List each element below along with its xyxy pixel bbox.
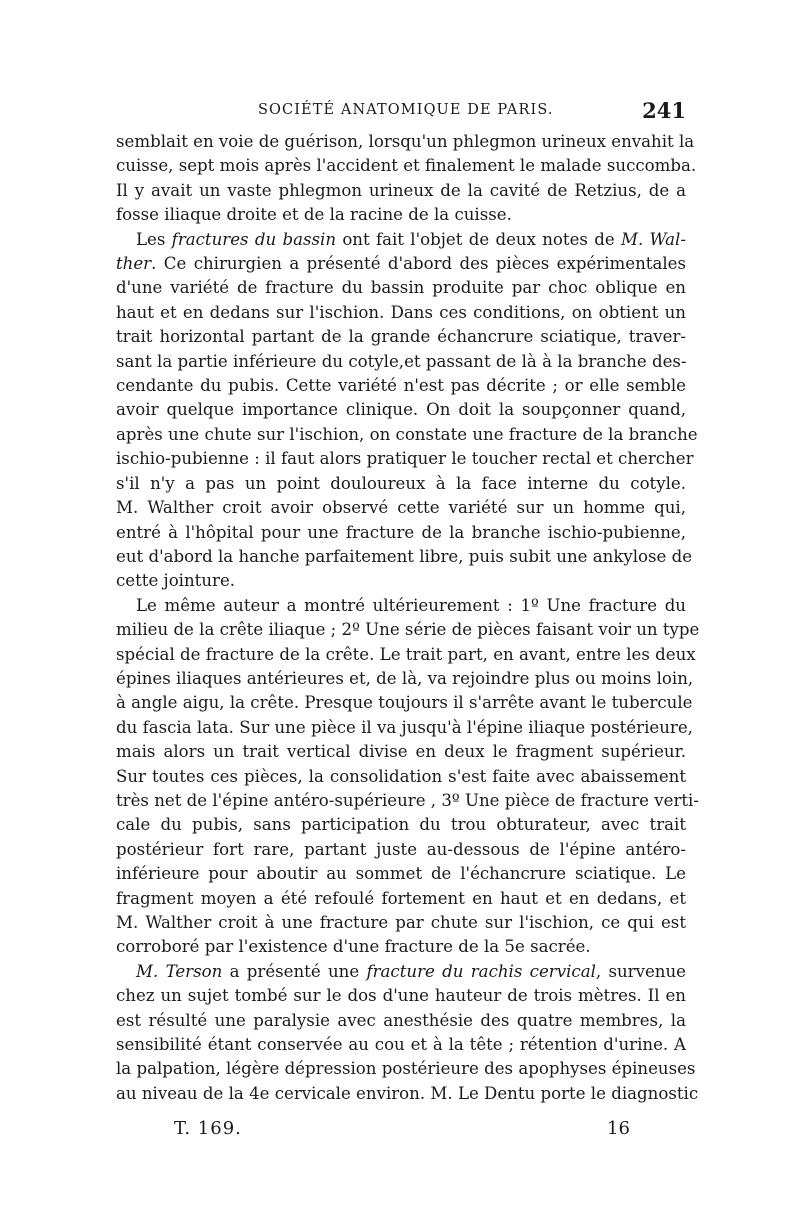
- text-line: Le même auteur a montré ultérieurement : 1º Une fracture du: [136, 595, 686, 615]
- text-line: semblait en voie de guérison, lorsqu'un phlegmon urineux envahit la: [116, 132, 695, 151]
- text-line: spécial de fracture de la crête. Le trait part, en avant, entre les deux: [116, 644, 696, 664]
- page-number: 241: [642, 98, 686, 123]
- italic-span: fractures du bassin: [171, 229, 337, 249]
- text-line: chez un sujet tombé sur le dos d'une hauteur de trois mètres. Il en: [116, 986, 686, 1006]
- text-line: Sur toutes ces pièces, la consolidation s'est faite avec abaissement: [116, 766, 686, 786]
- text-line: eut d'abord la hanche parfaitement libre, puis subit une ankylose de: [116, 546, 693, 566]
- text-line: Les fractures du bassin ont fait l'objet de deux notes de M. Wal-: [136, 229, 686, 249]
- paragraph: [116, 228, 698, 594]
- text-line: fragment moyen a été refoulé fortement en haut et en dedans, et: [116, 888, 686, 908]
- text-line: milieu de la crête iliaque ; 2º Une série de pièces faisant voir un type: [116, 620, 700, 640]
- paragraph: [116, 594, 700, 960]
- text-line: ischio-pubienne : il faut alors pratiquer le toucher rectal et chercher: [116, 449, 694, 469]
- italic-span: M. Terson: [136, 961, 223, 981]
- text-line: entré à l'hôpital pour une fracture de la branche ischio-pubienne,: [116, 522, 686, 542]
- italic-span: ther: [116, 254, 152, 274]
- text-line: Il y avait un vaste phlegmon urineux de la cavité de Retzius, de a: [116, 180, 686, 200]
- text-line: du fascia lata. Sur une pièce il va jusqu'à l'épine iliaque postérieure,: [116, 717, 693, 737]
- text-line: postérieur fort rare, partant juste au-dessous de l'épine antéro-: [116, 839, 686, 859]
- text-line: avoir quelque importance clinique. On doit la soupçonner quand,: [116, 400, 686, 420]
- italic-span: fracture du rachis cervical: [366, 961, 596, 981]
- text-line: épines iliaques antérieures et, de là, va rejoindre plus ou moins loin,: [116, 668, 694, 688]
- text-line: corroboré par l'existence d'une fracture de la 5e sacrée.: [116, 937, 591, 957]
- text-line: fosse iliaque droite et de la racine de la cuisse.: [116, 205, 512, 225]
- signature-mark: T. 169.: [174, 1118, 242, 1139]
- text-line: sensibilité étant conservée au cou et à la tête ; rétention d'urine. A: [116, 1035, 686, 1055]
- text-line: M. Walther croit avoir observé cette variété sur un homme qui,: [116, 498, 686, 518]
- running-title: SOCIÉTÉ ANATOMIQUE DE PARIS.: [258, 102, 554, 118]
- text-line: cendante du pubis. Cette variété n'est pas décrite ; or elle semble: [116, 376, 686, 396]
- page-header: [116, 98, 686, 130]
- text-line: après une chute sur l'ischion, on constate une fracture de la branche: [116, 424, 698, 444]
- text-line: mais alors un trait vertical divise en deux le fragment supérieur.: [116, 742, 686, 762]
- text-line: très net de l'épine antéro-supérieure , 3º Une pièce de fracture verti-: [116, 790, 699, 810]
- text-line: trait horizontal partant de la grande échancrure sciatique, traver-: [116, 327, 686, 347]
- text-line: à angle aigu, la crête. Presque toujours il s'arrête avant le tubercule: [116, 693, 693, 713]
- text-line: au niveau de la 4e cervicale environ. M. Le Dentu porte le diagnostic: [116, 1083, 699, 1103]
- text-line: haut et en dedans sur l'ischion. Dans ces conditions, on obtient un: [116, 302, 686, 322]
- text-line: cuisse, sept mois après l'accident et finalement le malade succomba.: [116, 156, 697, 176]
- text-line: inférieure pour aboutir au sommet de l'échancrure sciatique. Le: [116, 864, 686, 884]
- text-line: cette jointure.: [116, 571, 236, 591]
- italic-span: M. Wal-: [620, 229, 686, 249]
- text-line: sant la partie inférieure du cotyle,et passant de là à la branche des-: [116, 351, 687, 371]
- text-line: d'une variété de fracture du bassin produite par choc oblique en: [116, 278, 686, 298]
- text-line: est résulté une paralysie avec anesthésie des quatre membres, la: [116, 1010, 686, 1030]
- page-footer: [0, 1118, 800, 1148]
- paragraph: [116, 960, 699, 1106]
- paragraph: [116, 130, 697, 228]
- text-line: la palpation, légère dépression postérieure des apophyses épineuses: [116, 1059, 696, 1079]
- text-line: M. Walther croit à une fracture par chute sur l'ischion, ce qui est: [116, 913, 686, 932]
- text-line: cale du pubis, sans participation du trou obturateur, avec trait: [116, 815, 686, 835]
- text-line: M. Terson a présenté une fracture du rachis cervical, survenue: [136, 961, 687, 981]
- text-line: ther. Ce chirurgien a présenté d'abord des pièces expérimentales: [116, 254, 686, 274]
- body-text: [116, 130, 700, 1106]
- fold-number: 16: [607, 1118, 630, 1139]
- text-line: s'il n'y a pas un point douloureux à la face interne du cotyle.: [116, 473, 686, 493]
